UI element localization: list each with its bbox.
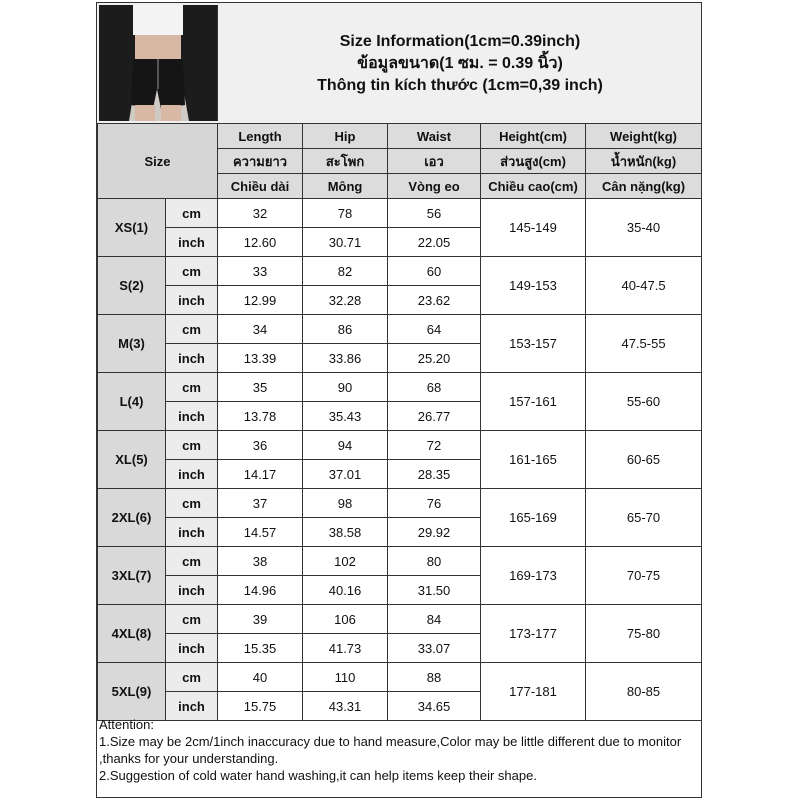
height-range: 145-149: [481, 199, 586, 257]
height-range: 165-169: [481, 489, 586, 547]
inch-value: 28.35: [388, 460, 481, 489]
inch-value: 25.20: [388, 344, 481, 373]
inch-value: 33.86: [303, 344, 388, 373]
inch-value: 26.77: [388, 402, 481, 431]
height-range: 173-177: [481, 605, 586, 663]
column-header: Height(cm): [481, 124, 586, 149]
cm-value: 72: [388, 431, 481, 460]
column-header: เอว: [388, 149, 481, 174]
table-row: [98, 257, 702, 286]
size-label: 5XL(9): [98, 663, 166, 721]
weight-range: 75-80: [586, 605, 702, 663]
height-range: 177-181: [481, 663, 586, 721]
size-table: [97, 123, 702, 721]
inch-value: 38.58: [303, 518, 388, 547]
inch-value: 22.05: [388, 228, 481, 257]
inch-value: 32.28: [303, 286, 388, 315]
inch-value: 33.07: [388, 634, 481, 663]
column-header: Hip: [303, 124, 388, 149]
weight-range: 70-75: [586, 547, 702, 605]
weight-range: 47.5-55: [586, 315, 702, 373]
weight-range: 55-60: [586, 373, 702, 431]
height-range: 157-161: [481, 373, 586, 431]
cm-value: 86: [303, 315, 388, 344]
unit-label: cm: [166, 489, 218, 518]
height-range: 161-165: [481, 431, 586, 489]
table-row: [98, 199, 702, 228]
unit-label: cm: [166, 547, 218, 576]
cm-value: 106: [303, 605, 388, 634]
inch-value: 35.43: [303, 402, 388, 431]
cm-value: 102: [303, 547, 388, 576]
inch-value: 12.99: [218, 286, 303, 315]
inch-value: 37.01: [303, 460, 388, 489]
size-label: M(3): [98, 315, 166, 373]
cm-value: 36: [218, 431, 303, 460]
inch-value: 41.73: [303, 634, 388, 663]
size-info-title-en: Size Information(1cm=0.39inch): [339, 33, 581, 50]
weight-range: 60-65: [586, 431, 702, 489]
cm-value: 110: [303, 663, 388, 692]
cm-value: 76: [388, 489, 481, 518]
height-range: 153-157: [481, 315, 586, 373]
size-label: L(4): [98, 373, 166, 431]
size-column-title: Size: [98, 124, 218, 199]
cm-value: 33: [218, 257, 303, 286]
cm-value: 78: [303, 199, 388, 228]
unit-label: inch: [166, 692, 218, 721]
size-label: XS(1): [98, 199, 166, 257]
cm-value: 56: [388, 199, 481, 228]
cm-value: 98: [303, 489, 388, 518]
inch-value: 13.78: [218, 402, 303, 431]
unit-label: cm: [166, 257, 218, 286]
cm-value: 84: [388, 605, 481, 634]
table-row: [98, 605, 702, 634]
unit-label: inch: [166, 286, 218, 315]
unit-label: cm: [166, 199, 218, 228]
cm-value: 94: [303, 431, 388, 460]
unit-label: inch: [166, 634, 218, 663]
table-row: [98, 547, 702, 576]
cm-value: 80: [388, 547, 481, 576]
table-row: [98, 373, 702, 402]
cm-value: 60: [388, 257, 481, 286]
size-info-title-th: ข้อมูลขนาด(1 ซม. = 0.39 นิ้ว): [357, 55, 563, 72]
unit-label: inch: [166, 460, 218, 489]
size-label: 4XL(8): [98, 605, 166, 663]
inch-value: 12.60: [218, 228, 303, 257]
size-info-header: [97, 3, 701, 124]
unit-label: cm: [166, 663, 218, 692]
inch-value: 14.17: [218, 460, 303, 489]
cm-value: 32: [218, 199, 303, 228]
inch-value: 15.35: [218, 634, 303, 663]
column-header-row-en: [98, 124, 702, 149]
unit-label: inch: [166, 402, 218, 431]
column-header: Cân nặng(kg): [586, 174, 702, 199]
cm-value: 39: [218, 605, 303, 634]
unit-label: inch: [166, 576, 218, 605]
cm-value: 82: [303, 257, 388, 286]
unit-label: inch: [166, 518, 218, 547]
column-header: Chiều cao(cm): [481, 174, 586, 199]
unit-label: inch: [166, 344, 218, 373]
cm-value: 64: [388, 315, 481, 344]
inch-value: 14.57: [218, 518, 303, 547]
column-header: ส่วนสูง(cm): [481, 149, 586, 174]
table-row: [98, 431, 702, 460]
cm-value: 37: [218, 489, 303, 518]
column-header: Mông: [303, 174, 388, 199]
weight-range: 40-47.5: [586, 257, 702, 315]
inch-value: 15.75: [218, 692, 303, 721]
unit-label: cm: [166, 373, 218, 402]
column-header: Chiều dài: [218, 174, 303, 199]
size-info-title: [219, 31, 701, 97]
unit-label: cm: [166, 315, 218, 344]
table-row: [98, 663, 702, 692]
column-header: Length: [218, 124, 303, 149]
column-header: Weight(kg): [586, 124, 702, 149]
weight-range: 35-40: [586, 199, 702, 257]
weight-range: 65-70: [586, 489, 702, 547]
unit-label: cm: [166, 605, 218, 634]
cm-value: 90: [303, 373, 388, 402]
size-info-title-vi: Thông tin kích thước (1cm=0,39 inch): [317, 77, 603, 94]
cm-value: 38: [218, 547, 303, 576]
inch-value: 43.31: [303, 692, 388, 721]
table-row: [98, 315, 702, 344]
column-header: Waist: [388, 124, 481, 149]
inch-value: 30.71: [303, 228, 388, 257]
inch-value: 29.92: [388, 518, 481, 547]
column-header: น้ำหนัก(kg): [586, 149, 702, 174]
size-label: 3XL(7): [98, 547, 166, 605]
attention-note: Attention: 1.Size may be 2cm/1inch inaccuracy due to hand measure,Color may be little different due to monitor ,thanks for your understanding. 2.Suggestion of cold water hand washing,it can help items keep their shape.: [99, 717, 682, 783]
inch-value: 13.39: [218, 344, 303, 373]
product-photo: [99, 5, 218, 121]
column-header: สะโพก: [303, 149, 388, 174]
weight-range: 80-85: [586, 663, 702, 721]
cm-value: 88: [388, 663, 481, 692]
column-header: ความยาว: [218, 149, 303, 174]
table-row: [98, 489, 702, 518]
size-label: 2XL(6): [98, 489, 166, 547]
size-label: S(2): [98, 257, 166, 315]
product-photo-illustration: [99, 5, 217, 121]
unit-label: cm: [166, 431, 218, 460]
unit-label: inch: [166, 228, 218, 257]
size-chart-sheet: [96, 2, 702, 798]
inch-value: 14.96: [218, 576, 303, 605]
cm-value: 40: [218, 663, 303, 692]
cm-value: 34: [218, 315, 303, 344]
height-range: 169-173: [481, 547, 586, 605]
inch-value: 23.62: [388, 286, 481, 315]
inch-value: 31.50: [388, 576, 481, 605]
height-range: 149-153: [481, 257, 586, 315]
column-header: Vòng eo: [388, 174, 481, 199]
inch-value: 40.16: [303, 576, 388, 605]
cm-value: 35: [218, 373, 303, 402]
size-label: XL(5): [98, 431, 166, 489]
cm-value: 68: [388, 373, 481, 402]
inch-value: 34.65: [388, 692, 481, 721]
